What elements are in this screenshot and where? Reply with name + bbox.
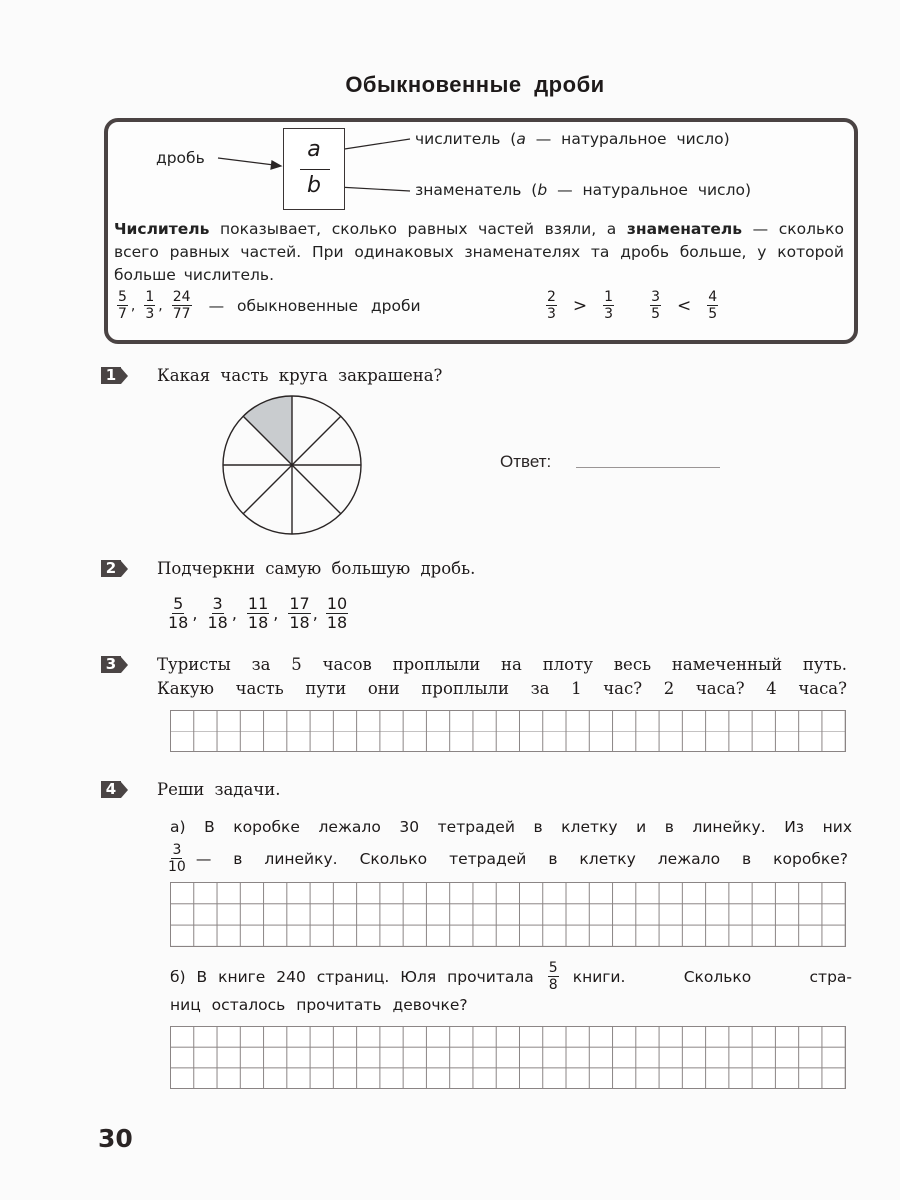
fraction-option[interactable]	[247, 596, 269, 631]
task-2-fractions: $\frac{5}{18}$ , $\frac{3}{18}$ , $\frac{11}{18}$ , $\frac{17}{18}$ , $\frac{10}{18}$	[168, 594, 348, 632]
task-number: 1	[101, 367, 121, 384]
task-3-line-2: Какую часть пути они проплыли за 1 час? 2 часа? 4 часа?	[157, 679, 847, 698]
denominator: 18	[168, 613, 189, 632]
numerator: 4	[708, 289, 718, 305]
example-fractions: $\frac{5}{7}$ , $\frac{1}{3}$ , $\frac{24}{77}$ — обыкновенные дроби	[118, 289, 421, 322]
task-4b-text: б) В книге 240 страниц. Юля прочитала	[170, 967, 534, 986]
task-4a-line-1: а) В коробке лежало 30 тетрадей в клетку и в линейку. Из них	[170, 818, 852, 836]
task-number: 2	[101, 560, 121, 577]
denominator: 18	[207, 613, 228, 632]
task-4-badge	[101, 781, 130, 798]
denominator: 8	[548, 977, 558, 993]
denominator: 10	[168, 859, 186, 875]
numerator-caption	[415, 130, 730, 148]
task-4b-answer-grid[interactable]	[170, 1026, 846, 1089]
numerator: 3	[651, 289, 661, 305]
fraction	[650, 290, 661, 321]
page-title: Обыкновенные дроби	[345, 72, 605, 97]
task-4b-line-1	[170, 961, 852, 992]
caption-text: — натуральное число)	[525, 130, 730, 148]
caption-text: — натуральное число)	[547, 181, 752, 199]
numerator: 3	[172, 842, 182, 858]
fraction-option[interactable]	[288, 596, 310, 631]
page-number: 30	[98, 1124, 133, 1153]
task-number: 4	[101, 781, 121, 798]
denominator: 7	[118, 306, 127, 322]
numerator: 1	[145, 289, 155, 305]
task-4b-text: книги. Сколько стра-	[572, 967, 852, 986]
fraction-label: дробь	[156, 149, 205, 167]
term-numerator: Числитель	[114, 220, 210, 238]
denominator-symbol: b	[307, 173, 321, 198]
numerator-symbol: a	[307, 137, 321, 162]
task-number: 3	[101, 656, 121, 673]
task-4a-text: — в линейку. Сколько тетрадей в клетку лежало в коробке?	[195, 849, 848, 868]
denominator: 3	[604, 306, 614, 322]
caption-text: знаменатель (	[415, 181, 538, 199]
task-3-badge	[101, 656, 130, 673]
fraction	[172, 290, 192, 321]
denominator: 77	[172, 306, 191, 322]
fraction	[707, 290, 718, 321]
chevron-icon	[121, 782, 128, 798]
caption-text: числитель (	[415, 130, 517, 148]
task-1-question: Какая часть круга закрашена?	[157, 366, 443, 385]
denominator: 5	[708, 306, 718, 322]
task-3-answer-grid[interactable]	[170, 710, 846, 752]
denominator: 5	[651, 306, 661, 322]
caption-var: b	[537, 181, 548, 199]
fraction-option[interactable]	[326, 596, 348, 631]
denominator-caption	[415, 181, 751, 199]
numerator: 17	[289, 594, 310, 613]
chevron-icon	[121, 561, 128, 577]
task-2-question: Подчеркни самую большую дробь.	[157, 559, 476, 578]
task-2-badge	[101, 560, 130, 577]
sector-circle	[212, 385, 372, 545]
chevron-icon	[121, 657, 128, 673]
task-4b-line-2: ниц осталось прочитать девочке?	[170, 996, 468, 1014]
comparison-operator: <	[677, 295, 692, 316]
task-3-line-1: Туристы за 5 часов проплыли на плоту весь намеченный путь.	[157, 655, 847, 674]
numerator: 5	[548, 960, 558, 976]
fraction-option[interactable]	[168, 596, 188, 631]
denominator: 18	[326, 613, 348, 632]
fraction-option[interactable]	[207, 596, 227, 631]
task-1-badge	[101, 367, 130, 384]
caption-var: a	[516, 130, 526, 148]
numerator: 5	[118, 289, 127, 305]
fraction	[546, 290, 557, 321]
rule-paragraph	[114, 218, 844, 287]
fraction-diagram-box	[283, 128, 345, 210]
task-4a-line-2	[168, 843, 848, 874]
denominator: 18	[289, 613, 310, 632]
fraction	[548, 961, 559, 992]
denominator: 3	[547, 306, 556, 322]
rule-text: показывает, сколько равных частей взяли, а	[209, 220, 627, 238]
denominator: 3	[145, 306, 155, 322]
numerator: 3	[212, 594, 223, 613]
rule-text: — сколько всего равных частей. При одинаковых знаменателях та дробь больше, у которой больше числитель.	[114, 220, 844, 284]
answer-line[interactable]	[576, 467, 720, 468]
numerator: 24	[172, 289, 191, 305]
term-denominator: знаменатель	[626, 220, 743, 238]
numerator: 1	[604, 289, 614, 305]
numerator: 11	[247, 594, 269, 613]
fraction-bar	[300, 169, 330, 170]
chevron-icon	[121, 368, 128, 384]
numerator: 2	[547, 289, 556, 305]
fraction	[168, 843, 186, 874]
numerator: 10	[326, 594, 348, 613]
denominator: 18	[247, 613, 269, 632]
task-4-question: Реши задачи.	[157, 780, 281, 799]
examples-caption: — обыкновенные дроби	[208, 296, 421, 315]
comparison-operator: >	[572, 295, 588, 316]
numerator: 5	[173, 594, 184, 613]
answer-label: Ответ:	[500, 452, 552, 471]
fraction	[144, 290, 155, 321]
fraction	[117, 290, 128, 321]
task-4a-answer-grid[interactable]	[170, 882, 846, 947]
fraction	[603, 290, 614, 321]
comparison-examples	[546, 290, 718, 321]
